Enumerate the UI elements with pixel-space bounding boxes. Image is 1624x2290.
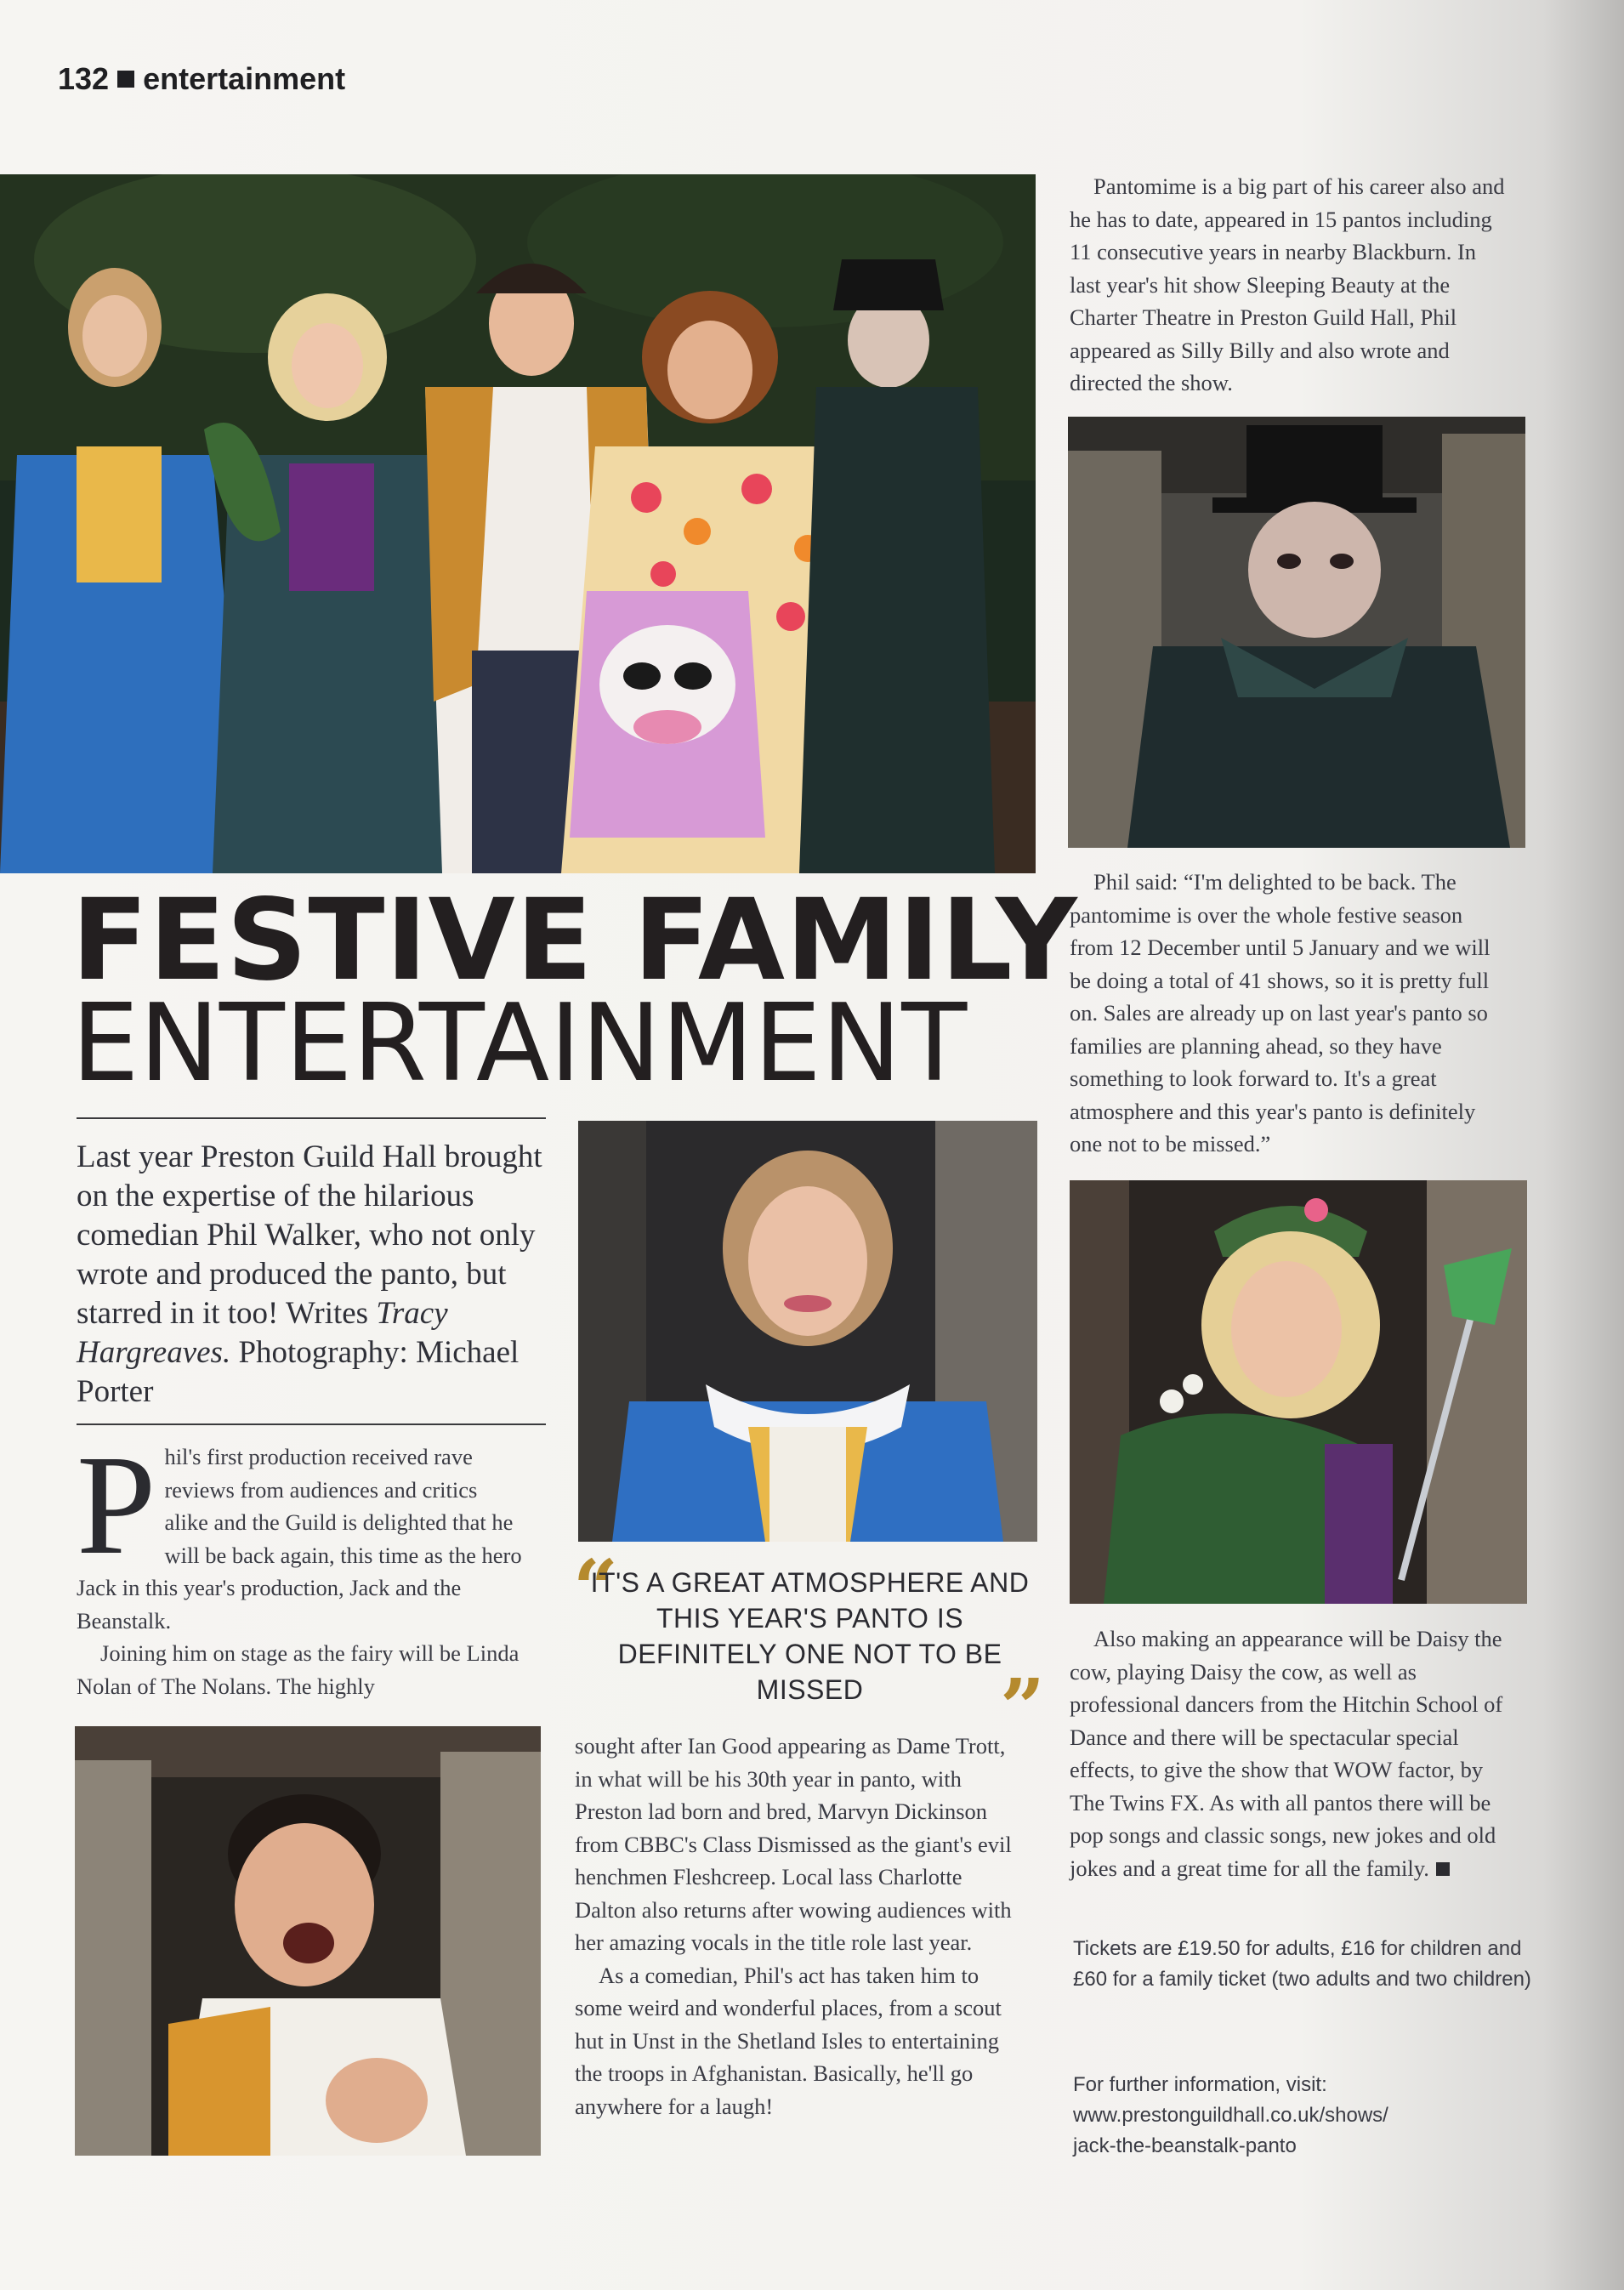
column-1-text xyxy=(77,1426,525,1702)
header-square-icon xyxy=(117,71,134,88)
column-3-text-middle xyxy=(1070,866,1512,1161)
website-url-line-2[interactable]: jack-the-beanstalk-panto xyxy=(1073,2134,1297,2157)
column-2-text xyxy=(575,1730,1017,2122)
open-quote-icon: “ xyxy=(573,1543,618,1634)
jack-photo xyxy=(75,1726,541,2156)
tickets-info: Tickets are £19.50 for adults, £16 for children and £60 for a family ticket (two adults and two children) xyxy=(1073,1937,1531,1991)
further-info xyxy=(1073,2070,1532,2162)
drop-cap: P xyxy=(77,1426,156,1584)
cast-group-photo xyxy=(0,174,1036,873)
headline-line-2: ENTERTAINMENT xyxy=(71,980,968,1105)
close-quote-icon: ” xyxy=(1000,1662,1045,1753)
standfirst-text: Last year Preston Guild Hall brought on the expertise of the hilarious comedian Phil Walker, who not only wrote and produced the panto, but starred in it too! Writes xyxy=(77,1139,542,1331)
column-1-paragraph-1: Phil's first production received rave reviews from audiences and critics alike and the Guild is delighted that he will be back again, this time as the hero Jack in this year's production, Jack and the Beanstalk. xyxy=(77,1426,522,1634)
column-2-paragraph-2: As a comedian, Phil's act has taken him to some weird and wonderful places, from a scout hut in Unst in the Shetland Isles to entertaining the troops in Afghanistan. Basically, he'll go anywhere for a laugh! xyxy=(575,1962,1002,2119)
author-name: Tracy Hargreaves. xyxy=(77,1296,448,1370)
column-3-paragraph-3: Also making an appearance will be Daisy the cow, playing Daisy the cow, as well as professional dancers from the Hitchin School of Dance and there will be spectacular special effects, to give the show that WOW factor, by The Twins FX. As with all pantos there will be pop songs and classic songs, new jokes and old jokes and a great time for all the family. xyxy=(1070,1626,1503,1881)
website-url-line-1[interactable]: www.prestonguildhall.co.uk/shows/ xyxy=(1073,2104,1388,2127)
fairy-photo xyxy=(1070,1180,1527,1604)
column-1-paragraph-2: Joining him on stage as the fairy will be Linda Nolan of The Nolans. The highly xyxy=(77,1640,520,1699)
pull-quote: IT'S A GREAT ATMOSPHERE AND THIS YEAR'S PANTO IS DEFINITELY ONE NOT TO BE MISSED xyxy=(590,1567,1030,1705)
villain-photo xyxy=(1068,417,1525,848)
page-header xyxy=(58,61,345,97)
princess-photo xyxy=(578,1121,1037,1542)
column-3-paragraph-2: Phil said: “I'm delighted to be back. The pantomime is over the whole festive season from 12 December until 5 January and we will be doing a total of 41 shows, so it is pretty full on. Sales are already up on last year's panto so families are planning ahead, so they have something to look forward to. It's a great atmosphere and this year's panto is definitely one not to be missed.” xyxy=(1070,869,1491,1156)
column-3-text-bottom xyxy=(1070,1622,1512,1884)
further-info-label: For further information, visit: xyxy=(1073,2073,1327,2096)
page-number: 132 xyxy=(58,61,110,96)
standfirst-bottom-rule xyxy=(77,1423,546,1425)
standfirst-top-rule xyxy=(77,1117,546,1119)
end-mark-icon xyxy=(1436,1862,1450,1876)
column-3-text-top xyxy=(1070,170,1512,400)
headline-line-1: FESTIVE FAMILY xyxy=(71,875,1078,1006)
standfirst xyxy=(77,1138,553,1412)
column-2-paragraph-1: sought after Ian Good appearing as Dame Trott, in what will be his 30th year in panto, with Preston lad born and bred, Marvyn Dickinson from CBBC's Class Dismissed as the giant's evil henchmen Fleshcreep. Local lass Charlotte Dalton also returns after wowing audiences with her amazing vocals in the title role last year. xyxy=(575,1733,1012,1955)
column-3-paragraph-1: Pantomime is a big part of his career also and he has to date, appeared in 15 pantos including 11 consecutive years in nearby Blackburn. In last year's hit show Sleeping Beauty at the Charter Theatre in Preston Guild Hall, Phil appeared as Silly Billy and also wrote and directed the show. xyxy=(1070,173,1505,395)
photography-credit: Photography: Michael Porter xyxy=(77,1335,520,1409)
section-name: entertainment xyxy=(143,61,346,96)
